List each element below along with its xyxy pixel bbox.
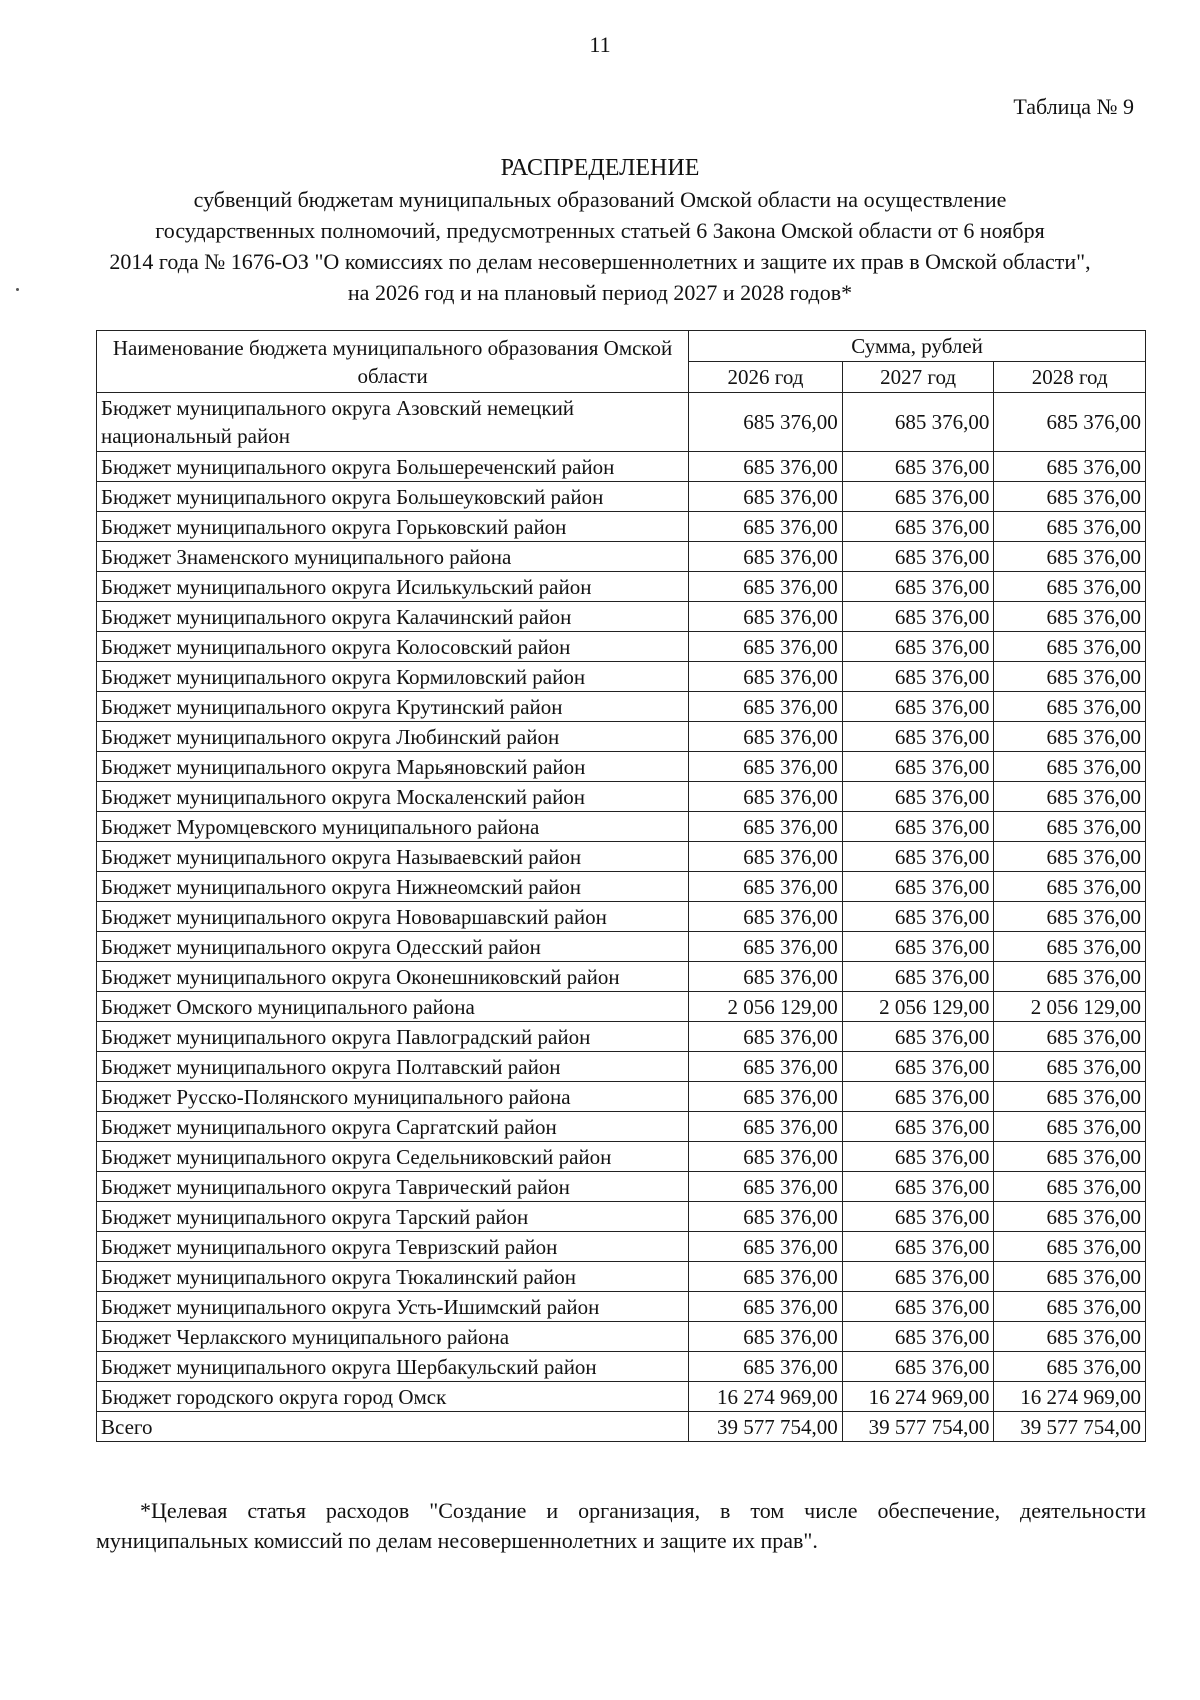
budget-name-cell: Бюджет муниципального округа Усть-Ишимский район <box>97 1292 689 1322</box>
amount-2027-cell: 685 376,00 <box>842 752 994 782</box>
amount-2028-cell: 685 376,00 <box>994 452 1146 482</box>
budget-name-cell: Бюджет Знаменского муниципального района <box>97 542 689 572</box>
amount-2028-cell: 685 376,00 <box>994 752 1146 782</box>
amount-2026-cell: 685 376,00 <box>689 932 843 962</box>
table-row <box>97 782 1146 812</box>
amount-2026-cell: 685 376,00 <box>689 482 843 512</box>
budget-name-cell: Бюджет муниципального округа Оконешниковский район <box>97 962 689 992</box>
amount-2027-cell: 16 274 969,00 <box>842 1382 994 1412</box>
amount-2028-cell: 685 376,00 <box>994 722 1146 752</box>
table-row <box>97 1112 1146 1142</box>
table-row <box>97 752 1146 782</box>
footnote: *Целевая статья расходов "Создание и организация, в том числе обеспечение, деятельности муниципальных комиссий по делам несовершеннолетних и защите их прав". <box>96 1498 1146 1553</box>
budget-name-cell: Бюджет муниципального округа Одесский район <box>97 932 689 962</box>
amount-2027-cell: 685 376,00 <box>842 842 994 872</box>
table-row <box>97 1022 1146 1052</box>
amount-2027-cell: 685 376,00 <box>842 482 994 512</box>
amount-2026-cell: 685 376,00 <box>689 1322 843 1352</box>
amount-2027-cell: 685 376,00 <box>842 1112 994 1142</box>
table-row <box>97 1292 1146 1322</box>
amount-2026-cell: 685 376,00 <box>689 782 843 812</box>
amount-2026-cell: 685 376,00 <box>689 662 843 692</box>
amount-2028-cell: 685 376,00 <box>994 812 1146 842</box>
table-header <box>97 331 1146 393</box>
heading-line-3: 2014 года № 1676-ОЗ "О комиссиях по делам несовершеннолетних и защите их прав в Омской области", <box>109 249 1091 274</box>
amount-2026-cell: 685 376,00 <box>689 452 843 482</box>
amount-2027-cell: 685 376,00 <box>842 692 994 722</box>
amount-2026-cell: 685 376,00 <box>689 1082 843 1112</box>
amount-2026-cell: 685 376,00 <box>689 722 843 752</box>
amount-2026-cell: 685 376,00 <box>689 842 843 872</box>
amount-2028-cell: 685 376,00 <box>994 1322 1146 1352</box>
amount-2026-cell: 685 376,00 <box>689 542 843 572</box>
amount-2026-cell: 685 376,00 <box>689 1202 843 1232</box>
amount-2026-cell: 685 376,00 <box>689 812 843 842</box>
amount-2027-cell: 685 376,00 <box>842 782 994 812</box>
table-row <box>97 932 1146 962</box>
amount-2027-cell: 685 376,00 <box>842 902 994 932</box>
amount-2027-cell: 685 376,00 <box>842 962 994 992</box>
budget-name-cell: Бюджет муниципального округа Называевский район <box>97 842 689 872</box>
amount-2028-cell: 39 577 754,00 <box>994 1412 1146 1442</box>
amount-2028-cell: 685 376,00 <box>994 1142 1146 1172</box>
amount-2028-cell: 685 376,00 <box>994 1232 1146 1262</box>
amount-2027-cell: 685 376,00 <box>842 542 994 572</box>
budget-name-cell: Бюджет Русско-Полянского муниципального района <box>97 1082 689 1112</box>
budget-name-cell: Бюджет муниципального округа Азовский немецкий национальный район <box>97 393 689 452</box>
amount-2027-cell: 39 577 754,00 <box>842 1412 994 1442</box>
amount-2028-cell: 685 376,00 <box>994 512 1146 542</box>
budget-name-cell: Бюджет муниципального округа Кормиловский район <box>97 662 689 692</box>
budget-name-cell: Бюджет муниципального округа Большеуковский район <box>97 482 689 512</box>
budget-name-cell: Бюджет Черлакского муниципального района <box>97 1322 689 1352</box>
amount-2027-cell: 685 376,00 <box>842 632 994 662</box>
document-heading <box>80 152 1120 308</box>
amount-2026-cell: 685 376,00 <box>689 1262 843 1292</box>
table-row <box>97 512 1146 542</box>
amount-2028-cell: 685 376,00 <box>994 542 1146 572</box>
table-row <box>97 1232 1146 1262</box>
amount-2028-cell: 685 376,00 <box>994 482 1146 512</box>
amount-2027-cell: 685 376,00 <box>842 1172 994 1202</box>
heading-line-2: государственных полномочий, предусмотренных статьей 6 Закона Омской области от 6 ноября <box>155 218 1045 243</box>
budget-name-cell: Бюджет муниципального округа Крутинский район <box>97 692 689 722</box>
header-sum-column: Сумма, рублей <box>689 331 1146 362</box>
budget-name-cell: Всего <box>97 1412 689 1442</box>
amount-2028-cell: 685 376,00 <box>994 1202 1146 1232</box>
amount-2027-cell: 685 376,00 <box>842 1082 994 1112</box>
amount-2028-cell: 685 376,00 <box>994 1082 1146 1112</box>
amount-2028-cell: 685 376,00 <box>994 602 1146 632</box>
table-row <box>97 542 1146 572</box>
table-row <box>97 992 1146 1022</box>
amount-2026-cell: 39 577 754,00 <box>689 1412 843 1442</box>
table-row <box>97 842 1146 872</box>
budget-name-cell: Бюджет муниципального округа Седельниковский район <box>97 1142 689 1172</box>
amount-2027-cell: 685 376,00 <box>842 1052 994 1082</box>
header-year-2028: 2028 год <box>994 362 1146 393</box>
budget-name-cell: Бюджет Омского муниципального района <box>97 992 689 1022</box>
heading-line-1: субвенций бюджетам муниципальных образований Омской области на осуществление <box>193 187 1007 212</box>
amount-2026-cell: 685 376,00 <box>689 1352 843 1382</box>
budget-name-cell: Бюджет муниципального округа Шербакульский район <box>97 1352 689 1382</box>
table-row <box>97 1412 1146 1442</box>
budget-name-cell: Бюджет муниципального округа Саргатский район <box>97 1112 689 1142</box>
amount-2027-cell: 685 376,00 <box>842 512 994 542</box>
budget-name-cell: Бюджет муниципального округа Тевризский район <box>97 1232 689 1262</box>
amount-2028-cell: 685 376,00 <box>994 1022 1146 1052</box>
subvention-table <box>96 330 1146 1442</box>
budget-name-cell: Бюджет муниципального округа Колосовский район <box>97 632 689 662</box>
amount-2027-cell: 685 376,00 <box>842 1232 994 1262</box>
amount-2028-cell: 685 376,00 <box>994 842 1146 872</box>
amount-2027-cell: 685 376,00 <box>842 1142 994 1172</box>
amount-2027-cell: 685 376,00 <box>842 1022 994 1052</box>
amount-2028-cell: 685 376,00 <box>994 1352 1146 1382</box>
table-row <box>97 812 1146 842</box>
amount-2027-cell: 685 376,00 <box>842 1352 994 1382</box>
budget-name-cell: Бюджет муниципального округа Павлоградский район <box>97 1022 689 1052</box>
table-row <box>97 962 1146 992</box>
table-row <box>97 1352 1146 1382</box>
amount-2026-cell: 685 376,00 <box>689 512 843 542</box>
amount-2027-cell: 685 376,00 <box>842 393 994 452</box>
budget-name-cell: Бюджет муниципального округа Москаленский район <box>97 782 689 812</box>
amount-2028-cell: 685 376,00 <box>994 692 1146 722</box>
amount-2027-cell: 685 376,00 <box>842 572 994 602</box>
amount-2028-cell: 685 376,00 <box>994 902 1146 932</box>
table-row <box>97 1202 1146 1232</box>
amount-2026-cell: 685 376,00 <box>689 602 843 632</box>
amount-2027-cell: 685 376,00 <box>842 872 994 902</box>
amount-2026-cell: 685 376,00 <box>689 692 843 722</box>
amount-2026-cell: 685 376,00 <box>689 962 843 992</box>
amount-2027-cell: 685 376,00 <box>842 812 994 842</box>
budget-name-cell: Бюджет муниципального округа Таврический район <box>97 1172 689 1202</box>
amount-2026-cell: 685 376,00 <box>689 1172 843 1202</box>
amount-2028-cell: 685 376,00 <box>994 1262 1146 1292</box>
table-row <box>97 1172 1146 1202</box>
header-year-2026: 2026 год <box>689 362 843 393</box>
amount-2026-cell: 685 376,00 <box>689 393 843 452</box>
amount-2028-cell: 685 376,00 <box>994 572 1146 602</box>
budget-name-cell: Бюджет муниципального округа Тюкалинский район <box>97 1262 689 1292</box>
amount-2026-cell: 685 376,00 <box>689 752 843 782</box>
amount-2026-cell: 685 376,00 <box>689 632 843 662</box>
amount-2027-cell: 685 376,00 <box>842 1322 994 1352</box>
amount-2028-cell: 685 376,00 <box>994 962 1146 992</box>
table-row <box>97 1142 1146 1172</box>
budget-name-cell: Бюджет муниципального округа Исилькульский район <box>97 572 689 602</box>
table-row <box>97 632 1146 662</box>
amount-2027-cell: 685 376,00 <box>842 662 994 692</box>
amount-2027-cell: 685 376,00 <box>842 1202 994 1232</box>
amount-2028-cell: 685 376,00 <box>994 662 1146 692</box>
budget-name-cell: Бюджет муниципального округа Калачинский район <box>97 602 689 632</box>
amount-2026-cell: 685 376,00 <box>689 572 843 602</box>
table-row <box>97 722 1146 752</box>
amount-2028-cell: 685 376,00 <box>994 393 1146 452</box>
budget-name-cell: Бюджет муниципального округа Большереченский район <box>97 452 689 482</box>
amount-2026-cell: 685 376,00 <box>689 1232 843 1262</box>
amount-2026-cell: 685 376,00 <box>689 1292 843 1322</box>
table-label: Таблица № 9 <box>1013 94 1134 119</box>
budget-name-cell: Бюджет муниципального округа Полтавский район <box>97 1052 689 1082</box>
amount-2028-cell: 685 376,00 <box>994 782 1146 812</box>
amount-2027-cell: 685 376,00 <box>842 722 994 752</box>
budget-name-cell: Бюджет муниципального округа Любинский район <box>97 722 689 752</box>
budget-name-cell: Бюджет городского округа город Омск <box>97 1382 689 1412</box>
amount-2026-cell: 685 376,00 <box>689 902 843 932</box>
table-body <box>97 393 1146 1442</box>
budget-name-cell: Бюджет Муромцевского муниципального района <box>97 812 689 842</box>
amount-2027-cell: 685 376,00 <box>842 452 994 482</box>
amount-2026-cell: 685 376,00 <box>689 1112 843 1142</box>
amount-2026-cell: 685 376,00 <box>689 1052 843 1082</box>
header-name-column: Наименование бюджета муниципального образования Омской области <box>97 331 689 393</box>
amount-2027-cell: 685 376,00 <box>842 1292 994 1322</box>
page-number: 11 <box>589 32 611 57</box>
budget-name-cell: Бюджет муниципального округа Горьковский район <box>97 512 689 542</box>
amount-2027-cell: 685 376,00 <box>842 932 994 962</box>
header-year-2027: 2027 год <box>842 362 994 393</box>
heading-title: РАСПРЕДЕЛЕНИЕ <box>500 155 700 181</box>
amount-2028-cell: 685 376,00 <box>994 632 1146 662</box>
table-row <box>97 1322 1146 1352</box>
amount-2026-cell: 2 056 129,00 <box>689 992 843 1022</box>
amount-2028-cell: 16 274 969,00 <box>994 1382 1146 1412</box>
budget-name-cell: Бюджет муниципального округа Марьяновский район <box>97 752 689 782</box>
table-row <box>97 452 1146 482</box>
table-row <box>97 572 1146 602</box>
table-row <box>97 872 1146 902</box>
table-row <box>97 1262 1146 1292</box>
amount-2028-cell: 685 376,00 <box>994 1052 1146 1082</box>
table-row <box>97 393 1146 452</box>
amount-2028-cell: 685 376,00 <box>994 872 1146 902</box>
heading-line-4: на 2026 год и на плановый период 2027 и 2028 годов* <box>347 280 853 305</box>
amount-2026-cell: 16 274 969,00 <box>689 1382 843 1412</box>
table-row <box>97 692 1146 722</box>
table-row <box>97 1382 1146 1412</box>
amount-2026-cell: 685 376,00 <box>689 1142 843 1172</box>
table-row <box>97 902 1146 932</box>
table-row <box>97 482 1146 512</box>
amount-2028-cell: 685 376,00 <box>994 1112 1146 1142</box>
budget-name-cell: Бюджет муниципального округа Тарский район <box>97 1202 689 1232</box>
scan-speck <box>16 288 19 291</box>
amount-2028-cell: 2 056 129,00 <box>994 992 1146 1022</box>
table-row <box>97 602 1146 632</box>
budget-name-cell: Бюджет муниципального округа Нововаршавский район <box>97 902 689 932</box>
table-row <box>97 1052 1146 1082</box>
amount-2028-cell: 685 376,00 <box>994 932 1146 962</box>
budget-name-cell: Бюджет муниципального округа Нижнеомский район <box>97 872 689 902</box>
amount-2027-cell: 2 056 129,00 <box>842 992 994 1022</box>
amount-2027-cell: 685 376,00 <box>842 602 994 632</box>
amount-2026-cell: 685 376,00 <box>689 1022 843 1052</box>
amount-2028-cell: 685 376,00 <box>994 1292 1146 1322</box>
amount-2027-cell: 685 376,00 <box>842 1262 994 1292</box>
amount-2028-cell: 685 376,00 <box>994 1172 1146 1202</box>
amount-2026-cell: 685 376,00 <box>689 872 843 902</box>
table-row <box>97 1082 1146 1112</box>
table-row <box>97 662 1146 692</box>
